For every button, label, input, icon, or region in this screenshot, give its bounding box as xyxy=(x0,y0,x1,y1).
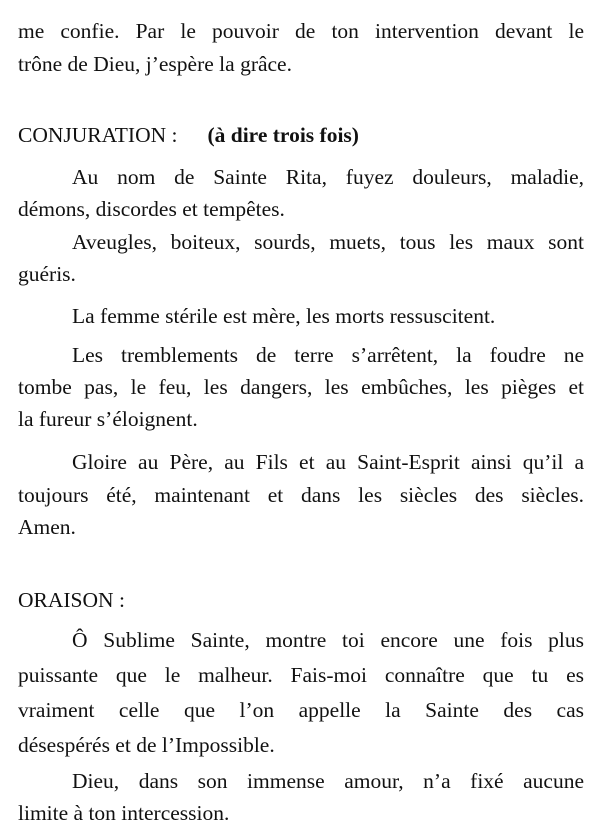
text-line: la fureur s’éloignent. xyxy=(18,407,198,431)
text-line: guéris. xyxy=(18,262,76,286)
text-line: Ô Sublime Sainte, montre toi encore une fois plus xyxy=(72,628,584,652)
text-line: puissante que le malheur. Fais-moi connaître que tu es xyxy=(18,663,584,687)
text-line: Les tremblements de terre s’arrêtent, la foudre ne xyxy=(72,343,584,367)
text-line: me confie. Par le pouvoir de ton intervention devant le xyxy=(18,19,584,43)
text-line: toujours été, maintenant et dans les siècles des siècles. xyxy=(18,483,584,507)
text-line: tombe pas, le feu, les dangers, les embûches, les pièges et xyxy=(18,375,584,399)
text-line: Dieu, dans son immense amour, n’a fixé aucune xyxy=(72,769,584,793)
text-line: limite à ton intercession. xyxy=(18,801,230,825)
conjuration-note: (à dire trois fois) xyxy=(207,123,359,147)
section-heading-oraison: ORAISON : xyxy=(18,588,125,612)
text-line: désespérés et de l’Impossible. xyxy=(18,733,275,757)
text-line: trône de Dieu, j’espère la grâce. xyxy=(18,52,292,76)
text-line: Au nom de Sainte Rita, fuyez douleurs, maladie, xyxy=(72,165,584,189)
text-line: démons, discordes et tempêtes. xyxy=(18,197,285,221)
text-line: vraiment celle que l’on appelle la Sainte des cas xyxy=(18,698,584,722)
text-line: La femme stérile est mère, les morts ressuscitent. xyxy=(72,304,496,328)
section-heading-conjuration xyxy=(18,122,584,148)
text-line: Gloire au Père, au Fils et au Saint-Esprit ainsi qu’il a xyxy=(72,450,584,474)
text-line: Amen. xyxy=(18,515,76,539)
text-line: Aveugles, boiteux, sourds, muets, tous les maux sont xyxy=(72,230,584,254)
conjuration-label: CONJURATION : xyxy=(18,123,178,147)
